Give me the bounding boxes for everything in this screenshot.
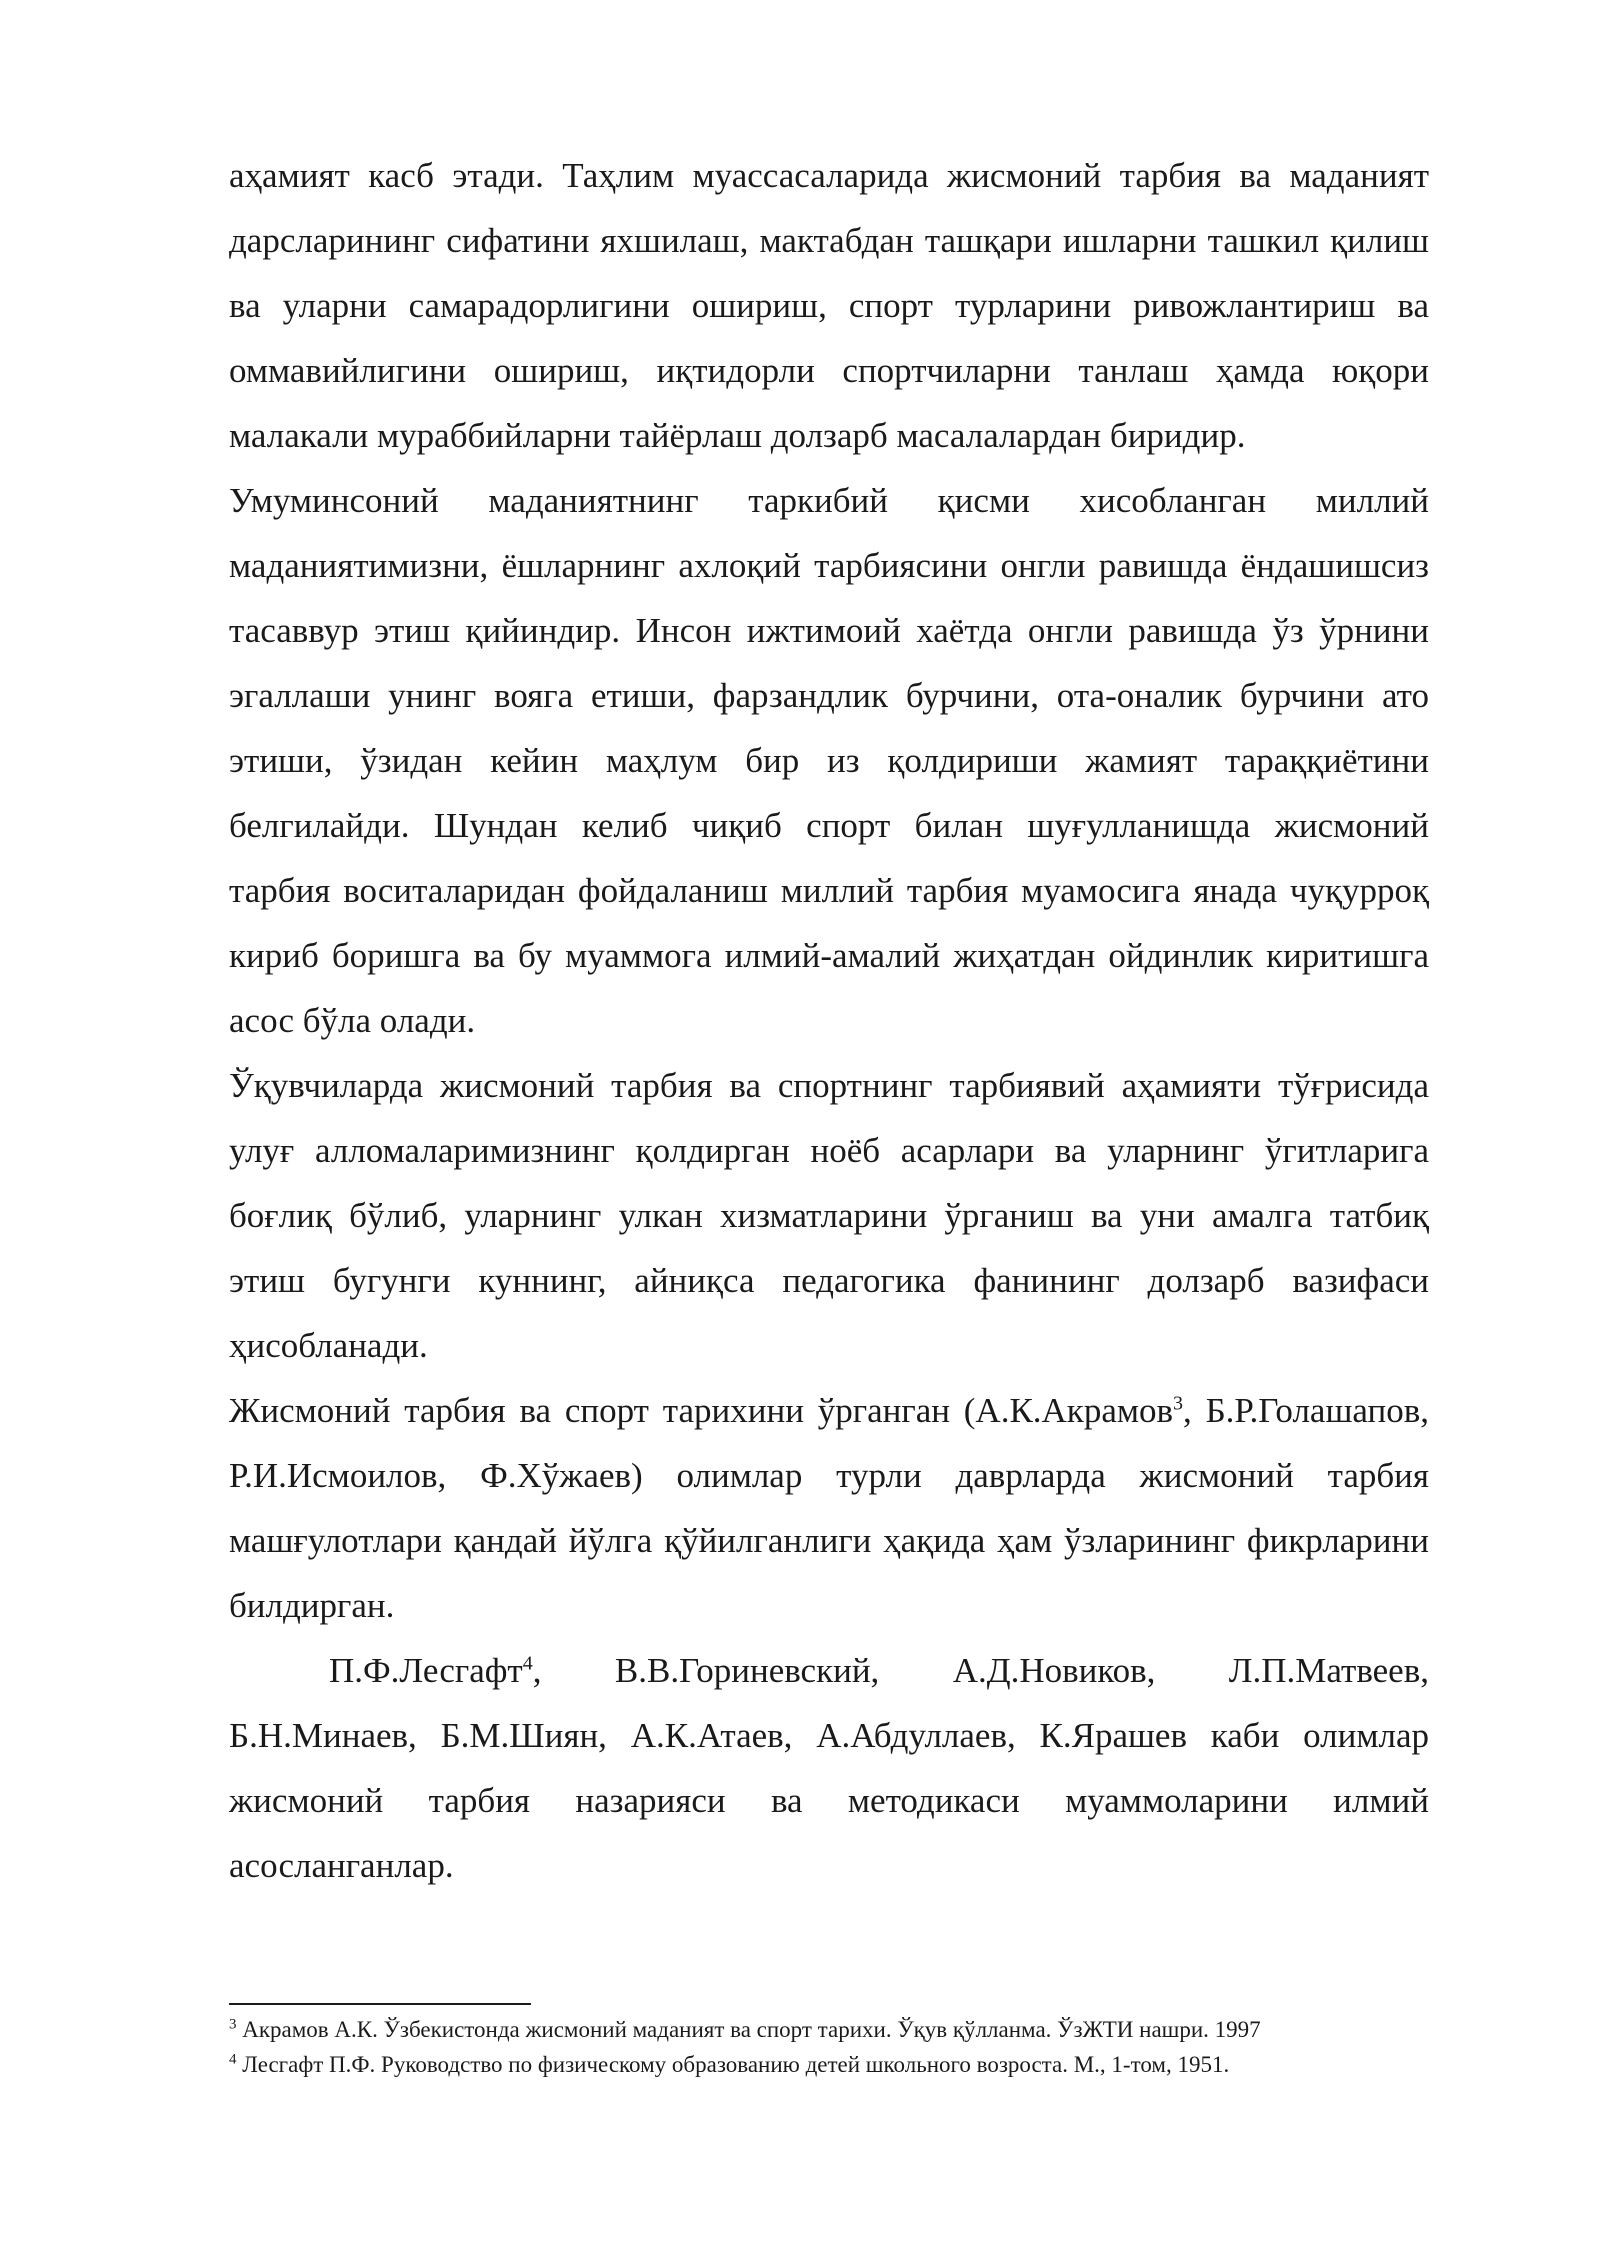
paragraph bbox=[229, 1378, 1429, 1638]
body-text bbox=[229, 143, 1429, 1898]
footnote-reference-4[interactable]: 4 bbox=[522, 1652, 533, 1675]
footnotes bbox=[229, 2014, 1429, 2081]
paragraph-text: , Б.Р.Голашапов, Р.И.Исмоилов, Ф.Хўжаев) олимлар турли даврларда жисмоний тарбия машғулотлари қандай йўлга қўйилганлиги ҳақида ҳам ўзларининг фикрларини билдирган. bbox=[229, 1391, 1429, 1625]
footnote bbox=[229, 2014, 1429, 2046]
paragraph bbox=[229, 1053, 1429, 1378]
footnote-separator bbox=[229, 2003, 531, 2005]
paragraph-text: Ўқувчиларда жисмоний тарбия ва спортнинг тарбиявий аҳамияти тўғрисида улуғ алломаларимизнинг қолдирган ноёб асарлари ва уларнинг ўгитларига боғлиқ бўлиб, уларнинг улкан хизматларини ўрганиш ва уни амалга татбиқ этиш бугунги куннинг, айниқса педагогика фанининг долзарб вазифаси ҳисобланади. bbox=[229, 1066, 1429, 1365]
paragraph-text: аҳамият касб этади. Таҳлим муассасаларида жисмоний тарбия ва маданият дарсларининг сифатини яхшилаш, мактабдан ташқари ишларни ташкил қилиш ва уларни самарадорлигини ошириш, спорт турларини ривожлантириш ва оммавийлигини ошириш, иқтидорли спортчиларни танлаш ҳамда юқори малакали мураббийларни тайёрлаш долзарб масалалардан биридир. bbox=[229, 156, 1429, 455]
paragraph bbox=[229, 468, 1429, 1053]
paragraph-text: П.Ф.Лесгафт bbox=[329, 1651, 523, 1690]
footnote-text: Лесгафт П.Ф. Руководство по физическому образованию детей школьного возроста. М., 1-том, 1951. bbox=[236, 2052, 1230, 2077]
footnote bbox=[229, 2049, 1429, 2081]
paragraph-indented bbox=[229, 1638, 1429, 1898]
paragraph bbox=[229, 143, 1429, 468]
paragraph-text: , В.В.Гориневский, А.Д.Новиков, Л.П.Матвеев, Б.Н.Минаев, Б.М.Шиян, А.К.Атаев, А.Абдуллаев, К.Ярашев каби олимлар жисмоний тарбия назарияси ва методикаси муаммоларини илмий асосланганлар. bbox=[229, 1651, 1429, 1885]
footnote-text: Акрамов А.К. Ўзбекистонда жисмоний маданият ва спорт тарихи. Ўқув қўлланма. ЎзЖТИ нашри. 1997 bbox=[236, 2017, 1261, 2042]
paragraph-text: Умуминсоний маданиятнинг таркибий қисми хисобланган миллий маданиятимизни, ёшларнинг ахлоқий тарбиясини онгли равишда ёндашишсиз тасаввур этиш қийиндир. Инсон ижтимоий хаётда онгли равишда ўз ўрнини эгаллаши унинг вояга етиши, фарзандлик бурчини, ота-оналик бурчини ато этиши, ўзидан кейин маҳлум бир из қолдириши жамият тараққиётини белгилайди. Шундан келиб чиқиб спорт билан шуғулланишда жисмоний тарбия воситаларидан фойдаланиш миллий тарбия муамосига янада чуқурроқ кириб боришга ва бу муаммога илмий-амалий жиҳатдан ойдинлик киритишга асос бўла олади. bbox=[229, 481, 1429, 1040]
paragraph-text: Жисмоний тарбия ва спорт тарихини ўрганган (А.К.Акрамов bbox=[229, 1391, 1174, 1430]
footnote-mark: 3 bbox=[229, 2016, 237, 2033]
footnote-mark: 4 bbox=[229, 2051, 237, 2068]
footnote-reference-3[interactable]: 3 bbox=[1173, 1392, 1184, 1415]
